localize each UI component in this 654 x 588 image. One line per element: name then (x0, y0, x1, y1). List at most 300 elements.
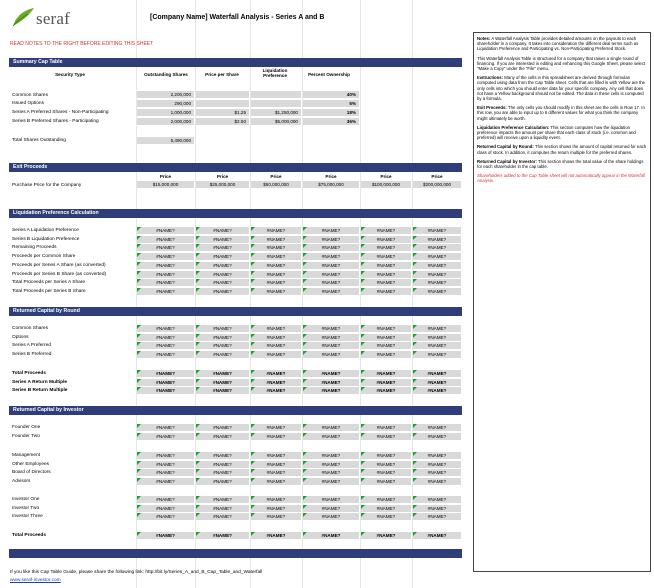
formula-error-cell[interactable]: #NAME? (196, 461, 249, 468)
error-flag-icon (137, 253, 141, 257)
row-label: Common Shares (12, 326, 48, 331)
formula-error-cell[interactable]: #NAME? (137, 478, 194, 485)
formula-error-cell[interactable]: #NAME? (196, 513, 249, 520)
formula-error-cell[interactable]: #NAME? (196, 227, 249, 234)
row-label: Founder Two (12, 433, 40, 439)
exit-price-cell[interactable]: $100,000,000 (361, 181, 411, 188)
formula-error-cell[interactable]: #NAME? (251, 496, 301, 503)
notes-liquidation: This section computes how the liquidation preference impacts the amount per share that each class of stock (i.e. common and preferred) will receive upon a liquidity event. (477, 124, 636, 141)
leaf-icon (10, 6, 36, 28)
formula-error-cell[interactable]: #NAME? (196, 496, 249, 503)
notes-liquidation-title: Liquidation Preference Calculation: (477, 124, 550, 130)
seraf-logo (10, 6, 80, 28)
formula-error-cell[interactable]: #NAME? (137, 262, 194, 269)
formula-error-cell[interactable]: #NAME? (196, 342, 249, 349)
error-flag-icon (251, 478, 255, 482)
col-header-percent-ownership: Percent Ownership (308, 72, 350, 77)
formula-error-cell[interactable]: #NAME? (137, 387, 194, 394)
error-flag-icon (251, 532, 255, 536)
cell-price[interactable] (196, 91, 249, 98)
error-flag-icon (196, 288, 200, 292)
formula-error-cell[interactable]: #NAME? (413, 271, 461, 278)
formula-error-cell[interactable]: #NAME? (361, 424, 411, 431)
formula-error-cell[interactable]: #NAME? (361, 532, 411, 539)
formula-error-cell[interactable]: #NAME? (137, 452, 194, 459)
formula-error-cell[interactable]: #NAME? (413, 452, 461, 459)
formula-error-cell[interactable]: #NAME? (303, 496, 359, 503)
error-flag-icon (196, 236, 200, 240)
error-flag-icon (196, 334, 200, 338)
formula-error-cell[interactable]: #NAME? (137, 433, 194, 440)
error-flag-icon (303, 334, 307, 338)
error-flag-icon (196, 513, 200, 517)
formula-error-cell[interactable]: #NAME? (137, 370, 194, 377)
cell-shares[interactable]: 2,000,000 (137, 118, 194, 125)
formula-error-cell[interactable]: #NAME? (196, 424, 249, 431)
price-header: Price (159, 174, 172, 179)
error-flag-icon (137, 469, 141, 473)
formula-error-cell[interactable]: #NAME? (251, 279, 301, 286)
formula-error-cell[interactable]: #NAME? (303, 461, 359, 468)
cell-percent[interactable]: 40% (303, 91, 359, 98)
formula-error-cell[interactable]: #NAME? (196, 288, 249, 295)
notes-copy-instructions: This Waterfall Analysis Table is structured for a company that raises a single round of financing. If you are interested in editing and enhancing this Google Sheet, please select "Make a Copy" under the "File" menu. (477, 55, 646, 72)
formula-error-cell[interactable]: #NAME? (251, 334, 301, 341)
error-flag-icon (303, 262, 307, 266)
exit-price-cell[interactable]: $25,000,000 (196, 181, 249, 188)
formula-error-cell[interactable]: #NAME? (303, 433, 359, 440)
error-flag-icon (361, 461, 365, 465)
row-label: Board of Directors (12, 470, 51, 476)
error-flag-icon (251, 496, 255, 500)
error-flag-icon (413, 325, 417, 329)
formula-error-cell[interactable]: #NAME? (413, 513, 461, 520)
cell-percent[interactable]: 36% (303, 118, 359, 125)
error-flag-icon (361, 496, 365, 500)
error-flag-icon (137, 325, 141, 329)
error-flag-icon (196, 370, 200, 374)
error-flag-icon (137, 236, 141, 240)
read-notes-warning: READ NOTES TO THE RIGHT BEFORE EDITING THIS SHEET (10, 41, 154, 47)
formula-error-cell[interactable]: #NAME? (196, 469, 249, 476)
formula-error-cell[interactable]: #NAME? (137, 351, 194, 358)
formula-error-cell[interactable]: #NAME? (196, 253, 249, 260)
error-flag-icon (413, 244, 417, 248)
formula-error-cell[interactable]: #NAME? (196, 334, 249, 341)
error-flag-icon (361, 379, 365, 383)
row-label: Series B Preferred (12, 352, 52, 358)
section-bar-bottom (9, 549, 462, 558)
error-flag-icon (361, 469, 365, 473)
notes-intro: A Waterfall Analysis Table provides detailed amounts on the payouts to each shareholder in a company. It takes into consideration the different deal terms such as Liquidation Preference and Participating vs. Non-Participating Preferred Stock. (477, 36, 639, 52)
row-label: Total Proceeds (12, 371, 47, 376)
error-flag-icon (137, 334, 141, 338)
website-link[interactable]: www.seraf-investor.com (10, 578, 61, 583)
formula-error-cell[interactable]: #NAME? (413, 532, 461, 539)
cell-price[interactable] (196, 100, 249, 107)
formula-error-cell[interactable]: #NAME? (413, 342, 461, 349)
share-footer-text: If you like this Cap Table Guide, please share the following link: http://bit.ly/Series_A_and_B_Cap_Table_and_Waterfall (10, 570, 263, 575)
error-flag-icon (251, 370, 255, 374)
error-flag-icon (413, 236, 417, 240)
error-flag-icon (303, 342, 307, 346)
formula-error-cell[interactable]: #NAME? (361, 469, 411, 476)
formula-error-cell[interactable]: #NAME? (361, 253, 411, 260)
formula-error-cell[interactable]: #NAME? (251, 379, 301, 386)
error-flag-icon (137, 370, 141, 374)
cell-liquidation[interactable] (251, 100, 301, 107)
error-flag-icon (303, 271, 307, 275)
error-flag-icon (196, 244, 200, 248)
formula-error-cell[interactable]: #NAME? (413, 469, 461, 476)
notes-round: This section shows the amount of capital returned for each class of stock. In addition, it computes the return multiple for the preferred shares. (477, 144, 647, 155)
error-flag-icon (361, 351, 365, 355)
formula-error-cell[interactable]: #NAME? (251, 370, 301, 377)
error-flag-icon (196, 505, 200, 509)
error-flag-icon (196, 496, 200, 500)
formula-error-cell[interactable]: #NAME? (361, 505, 411, 512)
error-flag-icon (137, 424, 141, 428)
formula-error-cell[interactable]: #NAME? (303, 271, 359, 278)
formula-error-cell[interactable]: #NAME? (251, 244, 301, 251)
formula-error-cell[interactable]: #NAME? (413, 279, 461, 286)
formula-error-cell[interactable]: #NAME? (137, 505, 194, 512)
formula-error-cell[interactable]: #NAME? (137, 227, 194, 234)
row-label: Series A Return Multiple (12, 379, 68, 385)
formula-error-cell[interactable]: #NAME? (251, 236, 301, 243)
error-flag-icon (196, 433, 200, 437)
formula-error-cell[interactable]: #NAME? (361, 244, 411, 251)
error-flag-icon (361, 227, 365, 231)
formula-error-cell[interactable]: #NAME? (196, 271, 249, 278)
error-flag-icon (196, 532, 200, 536)
formula-error-cell[interactable]: #NAME? (303, 370, 359, 377)
error-flag-icon (361, 253, 365, 257)
formula-error-cell[interactable]: #NAME? (251, 433, 301, 440)
formula-error-cell[interactable]: #NAME? (196, 351, 249, 358)
cell-shares[interactable]: 290,000 (137, 100, 194, 107)
error-flag-icon (413, 433, 417, 437)
formula-error-cell[interactable]: #NAME? (361, 387, 411, 394)
formula-error-cell[interactable]: #NAME? (303, 288, 359, 295)
row-label: Other Employees (12, 461, 50, 467)
row-label: Total Proceeds per Series A Share (12, 280, 86, 286)
cell-percent[interactable]: 5% (303, 100, 359, 107)
col-header-security-type: Security Type (55, 72, 85, 77)
formula-error-cell[interactable]: #NAME? (251, 253, 301, 260)
formula-error-cell[interactable]: #NAME? (137, 469, 194, 476)
formula-error-cell[interactable]: #NAME? (361, 433, 411, 440)
formula-error-cell[interactable]: #NAME? (251, 271, 301, 278)
formula-error-cell[interactable]: #NAME? (361, 478, 411, 485)
formula-error-cell[interactable]: #NAME? (196, 379, 249, 386)
logo-text: seraf (36, 9, 71, 28)
formula-error-cell[interactable]: #NAME? (413, 433, 461, 440)
error-flag-icon (361, 387, 365, 391)
error-flag-icon (361, 513, 365, 517)
cell-percent[interactable]: 18% (303, 109, 359, 116)
formula-error-cell[interactable]: #NAME? (361, 370, 411, 377)
formula-error-cell[interactable]: #NAME? (361, 496, 411, 503)
formula-error-cell[interactable]: #NAME? (361, 379, 411, 386)
error-flag-icon (137, 478, 141, 482)
error-flag-icon (303, 452, 307, 456)
error-flag-icon (251, 262, 255, 266)
formula-error-cell[interactable]: #NAME? (137, 271, 194, 278)
formula-error-cell[interactable]: #NAME? (361, 279, 411, 286)
formula-error-cell[interactable]: #NAME? (413, 351, 461, 358)
formula-error-cell[interactable]: #NAME? (137, 236, 194, 243)
error-flag-icon (361, 288, 365, 292)
formula-error-cell[interactable]: #NAME? (361, 342, 411, 349)
formula-error-cell[interactable]: #NAME? (137, 244, 194, 251)
formula-error-cell[interactable]: #NAME? (137, 334, 194, 341)
formula-error-cell[interactable]: #NAME? (361, 325, 411, 332)
formula-error-cell[interactable]: #NAME? (303, 253, 359, 260)
formula-error-cell[interactable]: #NAME? (137, 288, 194, 295)
error-flag-icon (413, 532, 417, 536)
error-flag-icon (303, 253, 307, 257)
formula-error-cell[interactable]: #NAME? (251, 351, 301, 358)
col-header-liquidation-preference: Liquidation Preference (262, 68, 288, 78)
formula-error-cell[interactable]: #NAME? (361, 452, 411, 459)
error-flag-icon (303, 351, 307, 355)
formula-error-cell[interactable]: #NAME? (251, 452, 301, 459)
formula-error-cell[interactable]: #NAME? (303, 532, 359, 539)
exit-price-cell[interactable]: $15,000,000 (137, 181, 194, 188)
exit-price-cell[interactable]: $75,000,000 (303, 181, 359, 188)
error-flag-icon (413, 262, 417, 266)
formula-error-cell[interactable]: #NAME? (361, 262, 411, 269)
formula-error-cell[interactable]: #NAME? (196, 387, 249, 394)
error-flag-icon (196, 227, 200, 231)
total-shares-value[interactable]: 5,490,000 (137, 137, 194, 144)
error-flag-icon (196, 387, 200, 391)
error-flag-icon (413, 253, 417, 257)
formula-error-cell[interactable]: #NAME? (196, 279, 249, 286)
formula-error-cell[interactable]: #NAME? (251, 424, 301, 431)
formula-error-cell[interactable]: #NAME? (361, 334, 411, 341)
formula-error-cell[interactable]: #NAME? (137, 496, 194, 503)
formula-error-cell[interactable]: #NAME? (361, 513, 411, 520)
row-label: Investor Two (12, 505, 40, 511)
formula-error-cell[interactable]: #NAME? (251, 469, 301, 476)
cell-shares[interactable]: 1,000,000 (137, 109, 194, 116)
formula-error-cell[interactable]: #NAME? (251, 227, 301, 234)
error-flag-icon (137, 262, 141, 266)
formula-error-cell[interactable]: #NAME? (361, 461, 411, 468)
formula-error-cell[interactable]: #NAME? (196, 505, 249, 512)
formula-error-cell[interactable]: #NAME? (413, 334, 461, 341)
formula-error-cell[interactable]: #NAME? (303, 334, 359, 341)
formula-error-cell[interactable]: #NAME? (137, 424, 194, 431)
error-flag-icon (361, 478, 365, 482)
error-flag-icon (413, 505, 417, 509)
error-flag-icon (303, 478, 307, 482)
error-flag-icon (303, 424, 307, 428)
purchase-price-label: Purchase Price for the Company (12, 183, 82, 188)
formula-error-cell[interactable]: #NAME? (196, 370, 249, 377)
formula-error-cell[interactable]: #NAME? (413, 227, 461, 234)
formula-error-cell[interactable]: #NAME? (303, 262, 359, 269)
formula-error-cell[interactable]: #NAME? (303, 236, 359, 243)
error-flag-icon (251, 505, 255, 509)
formula-error-cell[interactable]: #NAME? (361, 351, 411, 358)
formula-error-cell[interactable]: #NAME? (303, 244, 359, 251)
error-flag-icon (303, 387, 307, 391)
error-flag-icon (303, 227, 307, 231)
formula-error-cell[interactable]: #NAME? (137, 379, 194, 386)
formula-error-cell[interactable]: #NAME? (413, 262, 461, 269)
error-flag-icon (137, 227, 141, 231)
formula-error-cell[interactable]: #NAME? (303, 469, 359, 476)
notes-instructions-title: Instructions: (477, 75, 504, 81)
error-flag-icon (361, 342, 365, 346)
formula-error-cell[interactable]: #NAME? (196, 532, 249, 539)
error-flag-icon (196, 469, 200, 473)
error-flag-icon (251, 227, 255, 231)
formula-error-cell[interactable]: #NAME? (251, 461, 301, 468)
error-flag-icon (303, 532, 307, 536)
error-flag-icon (361, 334, 365, 338)
formula-error-cell[interactable]: #NAME? (303, 452, 359, 459)
formula-error-cell[interactable]: #NAME? (196, 433, 249, 440)
row-label: Series B Return Multiple (12, 388, 68, 394)
formula-error-cell[interactable]: #NAME? (413, 244, 461, 251)
formula-error-cell[interactable]: #NAME? (303, 424, 359, 431)
formula-error-cell[interactable]: #NAME? (413, 387, 461, 394)
formula-error-cell[interactable]: #NAME? (361, 236, 411, 243)
formula-error-cell[interactable]: #NAME? (413, 424, 461, 431)
error-flag-icon (137, 433, 141, 437)
formula-error-cell[interactable]: #NAME? (251, 325, 301, 332)
formula-error-cell[interactable]: #NAME? (251, 387, 301, 394)
formula-error-cell[interactable]: #NAME? (137, 461, 194, 468)
formula-error-cell[interactable]: #NAME? (303, 279, 359, 286)
formula-error-cell[interactable]: #NAME? (303, 325, 359, 332)
error-flag-icon (137, 532, 141, 536)
formula-error-cell[interactable]: #NAME? (137, 532, 194, 539)
formula-error-cell[interactable]: #NAME? (251, 478, 301, 485)
formula-error-cell[interactable]: #NAME? (303, 342, 359, 349)
formula-error-cell[interactable]: #NAME? (413, 236, 461, 243)
formula-error-cell[interactable]: #NAME? (361, 227, 411, 234)
formula-error-cell[interactable]: #NAME? (303, 478, 359, 485)
notes-round-title: Returned Capital by Round: (477, 144, 534, 150)
price-header: Price (380, 174, 392, 179)
error-flag-icon (251, 513, 255, 517)
formula-error-cell[interactable]: #NAME? (413, 288, 461, 295)
formula-error-cell[interactable]: #NAME? (137, 253, 194, 260)
formula-error-cell[interactable]: #NAME? (303, 387, 359, 394)
row-label: Options (12, 334, 29, 340)
formula-error-cell[interactable]: #NAME? (251, 532, 301, 539)
error-flag-icon (361, 532, 365, 536)
formula-error-cell[interactable]: #NAME? (137, 325, 194, 332)
formula-error-cell[interactable]: #NAME? (413, 253, 461, 260)
formula-error-cell[interactable]: #NAME? (251, 505, 301, 512)
formula-error-cell[interactable]: #NAME? (361, 288, 411, 295)
error-flag-icon (251, 452, 255, 456)
formula-error-cell[interactable]: #NAME? (303, 505, 359, 512)
error-flag-icon (196, 253, 200, 257)
formula-error-cell[interactable]: #NAME? (413, 496, 461, 503)
error-flag-icon (303, 513, 307, 517)
formula-error-cell[interactable]: #NAME? (196, 452, 249, 459)
exit-price-cell[interactable]: $50,000,000 (251, 181, 301, 188)
error-flag-icon (137, 387, 141, 391)
cell-price[interactable]: $1.25 (196, 109, 249, 116)
formula-error-cell[interactable]: #NAME? (196, 325, 249, 332)
formula-error-cell[interactable]: #NAME? (303, 379, 359, 386)
formula-error-cell[interactable]: #NAME? (413, 461, 461, 468)
error-flag-icon (196, 342, 200, 346)
row-label: Common Shares (12, 93, 48, 98)
formula-error-cell[interactable]: #NAME? (196, 236, 249, 243)
formula-error-cell[interactable]: #NAME? (361, 271, 411, 278)
formula-error-cell[interactable]: #NAME? (413, 478, 461, 485)
error-flag-icon (413, 334, 417, 338)
formula-error-cell[interactable]: #NAME? (413, 325, 461, 332)
error-flag-icon (251, 387, 255, 391)
formula-error-cell[interactable]: #NAME? (303, 227, 359, 234)
formula-error-cell[interactable]: #NAME? (303, 513, 359, 520)
formula-error-cell[interactable]: #NAME? (137, 342, 194, 349)
error-flag-icon (137, 496, 141, 500)
formula-error-cell[interactable]: #NAME? (251, 262, 301, 269)
error-flag-icon (251, 433, 255, 437)
formula-error-cell[interactable]: #NAME? (413, 379, 461, 386)
cell-liquidation[interactable]: $1,250,000 (251, 109, 301, 116)
row-label: Advisors (12, 479, 31, 485)
formula-error-cell[interactable]: #NAME? (196, 262, 249, 269)
exit-price-cell[interactable]: $200,000,000 (413, 181, 461, 188)
error-flag-icon (196, 351, 200, 355)
formula-error-cell[interactable]: #NAME? (251, 342, 301, 349)
error-flag-icon (361, 370, 365, 374)
error-flag-icon (361, 452, 365, 456)
cell-price[interactable]: $2.50 (196, 118, 249, 125)
price-header: Price (431, 174, 443, 179)
error-flag-icon (413, 271, 417, 275)
error-flag-icon (361, 271, 365, 275)
row-label: Total Proceeds per Series B Share (12, 288, 86, 294)
error-flag-icon (361, 424, 365, 428)
formula-error-cell[interactable]: #NAME? (251, 513, 301, 520)
section-bar-liquidation: Liquidation Preference Calculation (9, 209, 462, 218)
row-label: Series A Liquidation Preference (12, 228, 79, 233)
error-flag-icon (137, 288, 141, 292)
error-flag-icon (413, 370, 417, 374)
row-label: Series A Preferred Shares - Non-Participating (12, 110, 109, 115)
formula-error-cell[interactable]: #NAME? (196, 478, 249, 485)
error-flag-icon (413, 279, 417, 283)
formula-error-cell[interactable]: #NAME? (137, 279, 194, 286)
formula-error-cell[interactable]: #NAME? (303, 351, 359, 358)
error-flag-icon (196, 271, 200, 275)
formula-error-cell[interactable]: #NAME? (251, 288, 301, 295)
cell-liquidation[interactable]: $5,000,000 (251, 118, 301, 125)
error-flag-icon (251, 461, 255, 465)
formula-error-cell[interactable]: #NAME? (413, 505, 461, 512)
formula-error-cell[interactable]: #NAME? (413, 370, 461, 377)
error-flag-icon (196, 379, 200, 383)
formula-error-cell[interactable]: #NAME? (137, 513, 194, 520)
formula-error-cell[interactable]: #NAME? (196, 244, 249, 251)
cell-shares[interactable]: 2,200,000 (137, 91, 194, 98)
cell-liquidation[interactable] (251, 91, 301, 98)
error-flag-icon (137, 244, 141, 248)
